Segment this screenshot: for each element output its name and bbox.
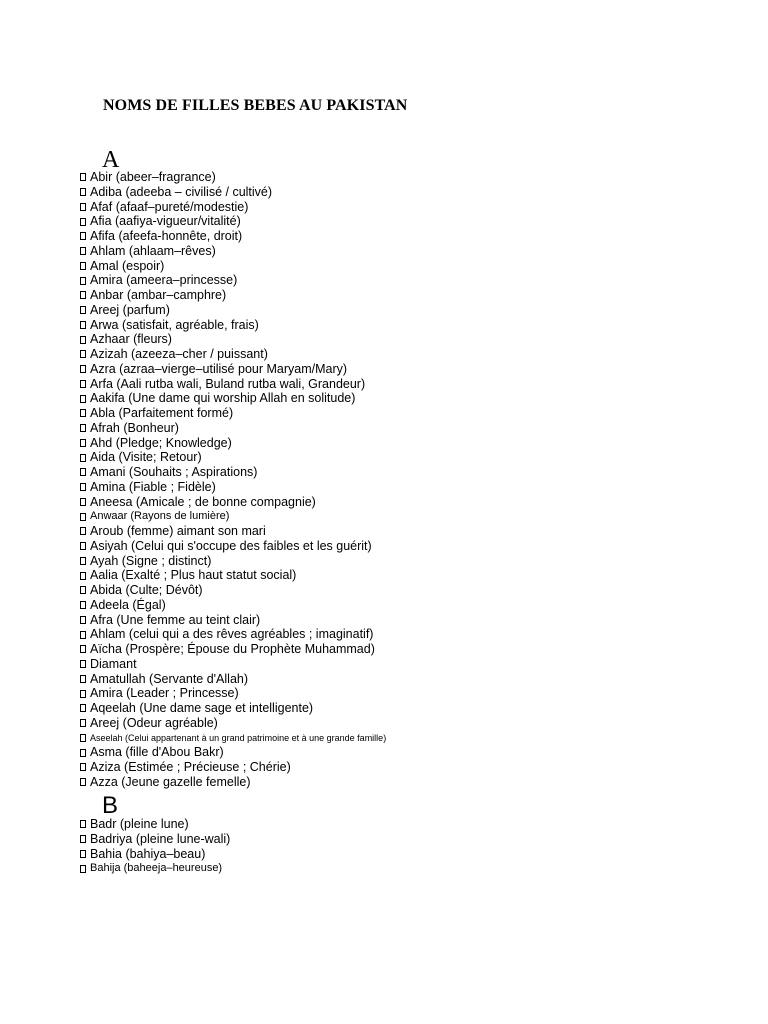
name-entry-text: Abir (abeer–fragrance) <box>90 170 216 184</box>
bullet-box-icon <box>80 424 86 432</box>
list-item <box>80 495 386 510</box>
list-item <box>80 450 386 465</box>
list-item <box>80 524 386 539</box>
bullet-box-icon <box>80 513 86 521</box>
name-entry-text: Ahd (Pledge; Knowledge) <box>90 435 232 450</box>
list-item <box>80 760 386 775</box>
list-item <box>80 832 230 847</box>
list-item <box>80 775 386 790</box>
list-item <box>80 347 386 362</box>
bullet-box-icon <box>80 247 86 255</box>
name-entry-text: Adiba (adeeba – civilisé / cultivé) <box>90 184 273 199</box>
list-item <box>80 598 386 613</box>
list-item <box>80 672 386 687</box>
list-item <box>80 185 386 200</box>
name-entry-text: Aida (Visite; Retour) <box>90 450 202 465</box>
name-entry-text: Bahia (bahiya–beau) <box>90 846 206 861</box>
name-entry-text: Anbar (ambar–camphre) <box>90 288 227 302</box>
name-entry-text: Bahija (baheeja–heureuse) <box>90 862 223 875</box>
bullet-box-icon <box>80 527 86 535</box>
list-item <box>80 861 230 876</box>
document-title: NOMS DE FILLES BEBES AU PAKISTAN <box>103 97 408 114</box>
bullet-box-icon <box>80 557 86 565</box>
list-item <box>80 377 386 392</box>
bullet-box-icon <box>80 306 86 314</box>
list-item <box>80 391 386 406</box>
list-item <box>80 568 386 583</box>
bullet-box-icon <box>80 173 86 181</box>
bullet-box-icon <box>80 336 86 344</box>
list-item <box>80 244 386 259</box>
list-item <box>80 406 386 421</box>
list-item <box>80 421 386 436</box>
bullet-box-icon <box>80 188 86 196</box>
bullet-box-icon <box>80 734 86 742</box>
name-entry-text: Aseelah (Celui appartenant à un grand patrimoine et à une grande famille) <box>90 732 387 743</box>
list-item <box>80 318 386 333</box>
name-entry-text: Arwa (satisfait, agréable, frais) <box>90 317 259 332</box>
bullet-box-icon <box>80 409 86 417</box>
name-entry-text: Aqeelah (Une dame sage et intelligente) <box>90 701 314 715</box>
list-item <box>80 303 386 318</box>
bullet-box-icon <box>80 586 86 594</box>
bullet-box-icon <box>80 865 86 873</box>
name-entry-text: Areej (Odeur agréable) <box>90 715 218 730</box>
list-item <box>80 539 386 554</box>
list-item <box>80 847 230 862</box>
list-item <box>80 731 386 746</box>
name-entry-text: Abida (Culte; Dévôt) <box>90 583 203 597</box>
name-entry-text: Asiyah (Celui qui s'occupe des faibles et les guérit) <box>90 538 372 553</box>
bullet-box-icon <box>80 218 86 226</box>
name-entry-text: Aziza (Estimée ; Précieuse ; Chérie) <box>90 760 291 774</box>
list-item <box>80 657 386 672</box>
list-item <box>80 642 386 657</box>
name-entry-text: Diamant <box>90 656 137 671</box>
bullet-box-icon <box>80 498 86 506</box>
list-item <box>80 509 386 524</box>
bullet-box-icon <box>80 542 86 550</box>
bullet-box-icon <box>80 820 86 828</box>
list-item <box>80 627 386 642</box>
list-item <box>80 686 386 701</box>
list-item <box>80 170 386 185</box>
section-letter-a: A <box>102 147 120 173</box>
bullet-box-icon <box>80 232 86 240</box>
bullet-box-icon <box>80 850 86 858</box>
bullet-box-icon <box>80 601 86 609</box>
name-entry-text: Badr (pleine lune) <box>90 817 189 831</box>
name-entry-text: Asma (fille d'Abou Bakr) <box>90 745 224 760</box>
bullet-box-icon <box>80 277 86 285</box>
name-entry-text: Aalia (Exalté ; Plus haut statut social) <box>90 568 297 583</box>
name-entry-text: Azhaar (fleurs) <box>90 332 172 347</box>
bullet-box-icon <box>80 763 86 771</box>
name-entry-text: Azizah (azeeza–cher / puissant) <box>90 347 268 361</box>
name-entry-text: Amal (espoir) <box>90 258 165 273</box>
name-entry-text: Anwaar (Rayons de lumière) <box>90 510 230 523</box>
list-item <box>80 465 386 480</box>
bullet-box-icon <box>80 675 86 683</box>
name-entry-text: Amina (Fiable ; Fidèle) <box>90 479 216 494</box>
name-entry-text: Amani (Souhaits ; Aspirations) <box>90 465 258 479</box>
name-entry-text: Azra (azraa–vierge–utilisé pour Maryam/Mary) <box>90 361 348 376</box>
list-item <box>80 200 386 215</box>
bullet-box-icon <box>80 660 86 668</box>
bullet-box-icon <box>80 395 86 403</box>
bullet-box-icon <box>80 291 86 299</box>
name-entry-text: Amira (Leader ; Princesse) <box>90 686 239 701</box>
name-entry-text: Badriya (pleine lune-wali) <box>90 831 231 846</box>
name-entry-text: Amira (ameera–princesse) <box>90 273 238 288</box>
section-letter-b: B <box>102 792 119 819</box>
list-item <box>80 817 230 832</box>
list-item <box>80 273 386 288</box>
list-item <box>80 583 386 598</box>
bullet-box-icon <box>80 778 86 786</box>
name-entry-text: Ayah (Signe ; distinct) <box>90 553 212 568</box>
bullet-box-icon <box>80 350 86 358</box>
list-item <box>80 436 386 451</box>
bullet-box-icon <box>80 321 86 329</box>
list-item <box>80 214 386 229</box>
name-entry-text: Aakifa (Une dame qui worship Allah en solitude) <box>90 391 356 406</box>
bullet-box-icon <box>80 645 86 653</box>
name-entry-text: Amatullah (Servante d'Allah) <box>90 671 249 686</box>
bullet-box-icon <box>80 749 86 757</box>
name-entry-text: Afaf (afaaf–pureté/modestie) <box>90 199 249 214</box>
name-entry-text: Afifa (afeefa-honnête, droit) <box>90 229 243 243</box>
list-item <box>80 229 386 244</box>
bullet-box-icon <box>80 380 86 388</box>
list-item <box>80 288 386 303</box>
name-entry-text: Aroub (femme) aimant son mari <box>90 524 266 538</box>
names-list-b <box>80 817 230 876</box>
bullet-box-icon <box>80 203 86 211</box>
list-item <box>80 332 386 347</box>
bullet-box-icon <box>80 454 86 462</box>
bullet-box-icon <box>80 616 86 624</box>
name-entry-text: Areej (parfum) <box>90 302 170 317</box>
bullet-box-icon <box>80 365 86 373</box>
list-item <box>80 480 386 495</box>
name-entry-text: Adeela (Égal) <box>90 597 166 612</box>
bullet-box-icon <box>80 262 86 270</box>
name-entry-text: Ahlam (ahlaam–rêves) <box>90 243 216 258</box>
name-entry-text: Abla (Parfaitement formé) <box>90 406 234 420</box>
bullet-box-icon <box>80 468 86 476</box>
list-item <box>80 745 386 760</box>
name-entry-text: Afia (aafiya-vigueur/vitalité) <box>90 214 241 229</box>
list-item <box>80 362 386 377</box>
list-item <box>80 554 386 569</box>
bullet-box-icon <box>80 483 86 491</box>
list-item <box>80 613 386 628</box>
bullet-box-icon <box>80 835 86 843</box>
name-entry-text: Arfa (Aali rutba wali, Buland rutba wali, Grandeur) <box>90 376 366 391</box>
name-entry-text: Aneesa (Amicale ; de bonne compagnie) <box>90 494 316 509</box>
list-item <box>80 259 386 274</box>
list-item <box>80 716 386 731</box>
bullet-box-icon <box>80 690 86 698</box>
name-entry-text: Afra (Une femme au teint clair) <box>90 612 261 627</box>
bullet-box-icon <box>80 572 86 580</box>
bullet-box-icon <box>80 704 86 712</box>
name-entry-text: Afrah (Bonheur) <box>90 420 179 435</box>
bullet-box-icon <box>80 439 86 447</box>
name-entry-text: Ahlam (celui qui a des rêves agréables ; imaginatif) <box>90 627 374 642</box>
name-entry-text: Aïcha (Prospère; Épouse du Prophète Muhammad) <box>90 642 375 656</box>
list-item <box>80 701 386 716</box>
bullet-box-icon <box>80 719 86 727</box>
names-list-a <box>80 170 386 790</box>
name-entry-text: Azza (Jeune gazelle femelle) <box>90 774 251 789</box>
bullet-box-icon <box>80 631 86 639</box>
